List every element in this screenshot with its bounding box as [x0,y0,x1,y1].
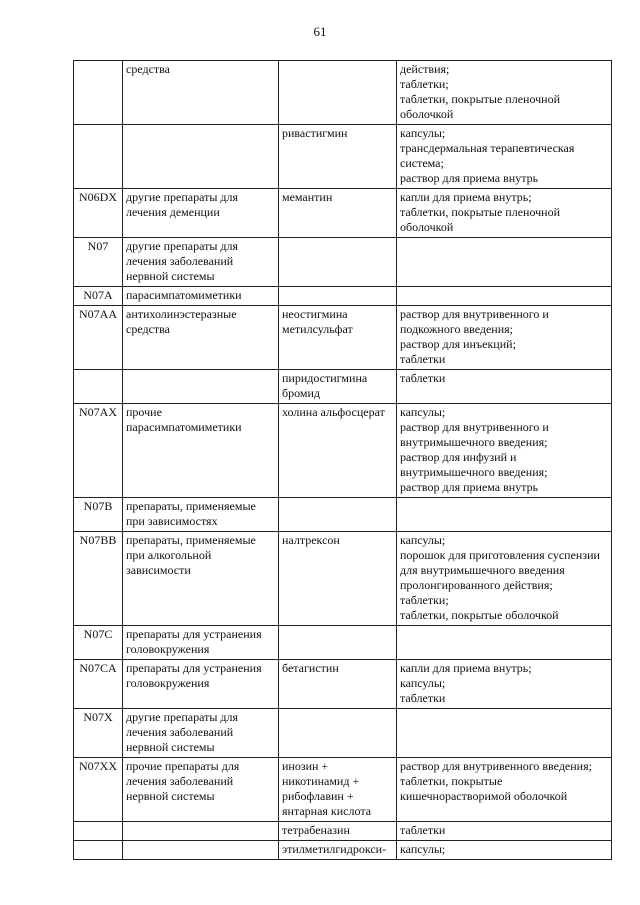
table-row [74,758,612,822]
atc-code: N07 [74,238,123,287]
group-name: другие препараты для лечения деменции [123,189,279,238]
dosage-forms: капсулы; раствор для внутривенного и внутримышечного введения; раствор для инфузий и внутримышечного введения; раствор для приема внутрь [397,404,612,498]
atc-code: N07B [74,498,123,532]
table-row [74,626,612,660]
group-name: парасимпатомиметики [123,287,279,306]
table-row [74,822,612,841]
dosage-forms: капли для приема внутрь; капсулы; таблетки [397,660,612,709]
table-row [74,238,612,287]
group-name: препараты для устранения головокружения [123,660,279,709]
table-row [74,709,612,758]
atc-code: N07CA [74,660,123,709]
atc-code: N07BB [74,532,123,626]
dosage-forms: раствор для внутривенного и подкожного введения; раствор для инъекций; таблетки [397,306,612,370]
group-name [123,841,279,860]
table-row [74,287,612,306]
table-row [74,306,612,370]
table-row [74,370,612,404]
drug-name: неостигмина метилсульфат [279,306,397,370]
atc-code: N07C [74,626,123,660]
table-row [74,404,612,498]
group-name: препараты, применяемые при алкогольной зависимости [123,532,279,626]
table-row [74,498,612,532]
dosage-forms: капли для приема внутрь; таблетки, покрытые пленочной оболочкой [397,189,612,238]
group-name: препараты для устранения головокружения [123,626,279,660]
drug-name: налтрексон [279,532,397,626]
atc-code: N06DX [74,189,123,238]
group-name [123,370,279,404]
table-row [74,189,612,238]
dosage-forms: таблетки [397,370,612,404]
atc-code: N07XX [74,758,123,822]
group-name: прочие парасимпатомиметики [123,404,279,498]
dosage-forms: таблетки [397,822,612,841]
atc-code: N07X [74,709,123,758]
table-row [74,532,612,626]
atc-code [74,61,123,125]
drug-name: холина альфосцерат [279,404,397,498]
dosage-forms [397,709,612,758]
group-name: другие препараты для лечения заболеваний нервной системы [123,709,279,758]
group-name [123,822,279,841]
page-number: 61 [313,24,327,39]
atc-code: N07A [74,287,123,306]
dosage-forms [397,498,612,532]
atc-code [74,125,123,189]
dosage-forms: действия; таблетки; таблетки, покрытые пленочной оболочкой [397,61,612,125]
atc-code [74,370,123,404]
drug-name [279,626,397,660]
drug-name: этилметилгидрокси- [279,841,397,860]
drug-name: ривастигмин [279,125,397,189]
drug-name [279,287,397,306]
group-name: препараты, применяемые при зависимостях [123,498,279,532]
table-row [74,660,612,709]
dosage-forms: капсулы; [397,841,612,860]
group-name: средства [123,61,279,125]
drug-table [73,60,612,860]
atc-code: N07AA [74,306,123,370]
dosage-forms: капсулы; трансдермальная терапевтическая система; раствор для приема внутрь [397,125,612,189]
table-row [74,841,612,860]
dosage-forms [397,238,612,287]
drug-name: тетрабеназин [279,822,397,841]
group-name: другие препараты для лечения заболеваний нервной системы [123,238,279,287]
dosage-forms: раствор для внутривенного введения; таблетки, покрытые кишечнорастворимой оболочкой [397,758,612,822]
atc-code [74,822,123,841]
dosage-forms [397,626,612,660]
group-name [123,125,279,189]
drug-name [279,709,397,758]
atc-code [74,841,123,860]
drug-name [279,61,397,125]
drug-name [279,498,397,532]
table-row [74,125,612,189]
group-name: антихолинэстеразные средства [123,306,279,370]
dosage-forms: капсулы; порошок для приготовления суспензии для внутримышечного введения пролонгированного действия; таблетки; таблетки, покрытые оболочкой [397,532,612,626]
drug-name: мемантин [279,189,397,238]
group-name: прочие препараты для лечения заболеваний нервной системы [123,758,279,822]
drug-name: пиридостигмина бромид [279,370,397,404]
dosage-forms [397,287,612,306]
drug-name: бетагистин [279,660,397,709]
drug-name: инозин + никотинамид + рибофлавин + янтарная кислота [279,758,397,822]
atc-code: N07AX [74,404,123,498]
drug-name [279,238,397,287]
table-row [74,61,612,125]
